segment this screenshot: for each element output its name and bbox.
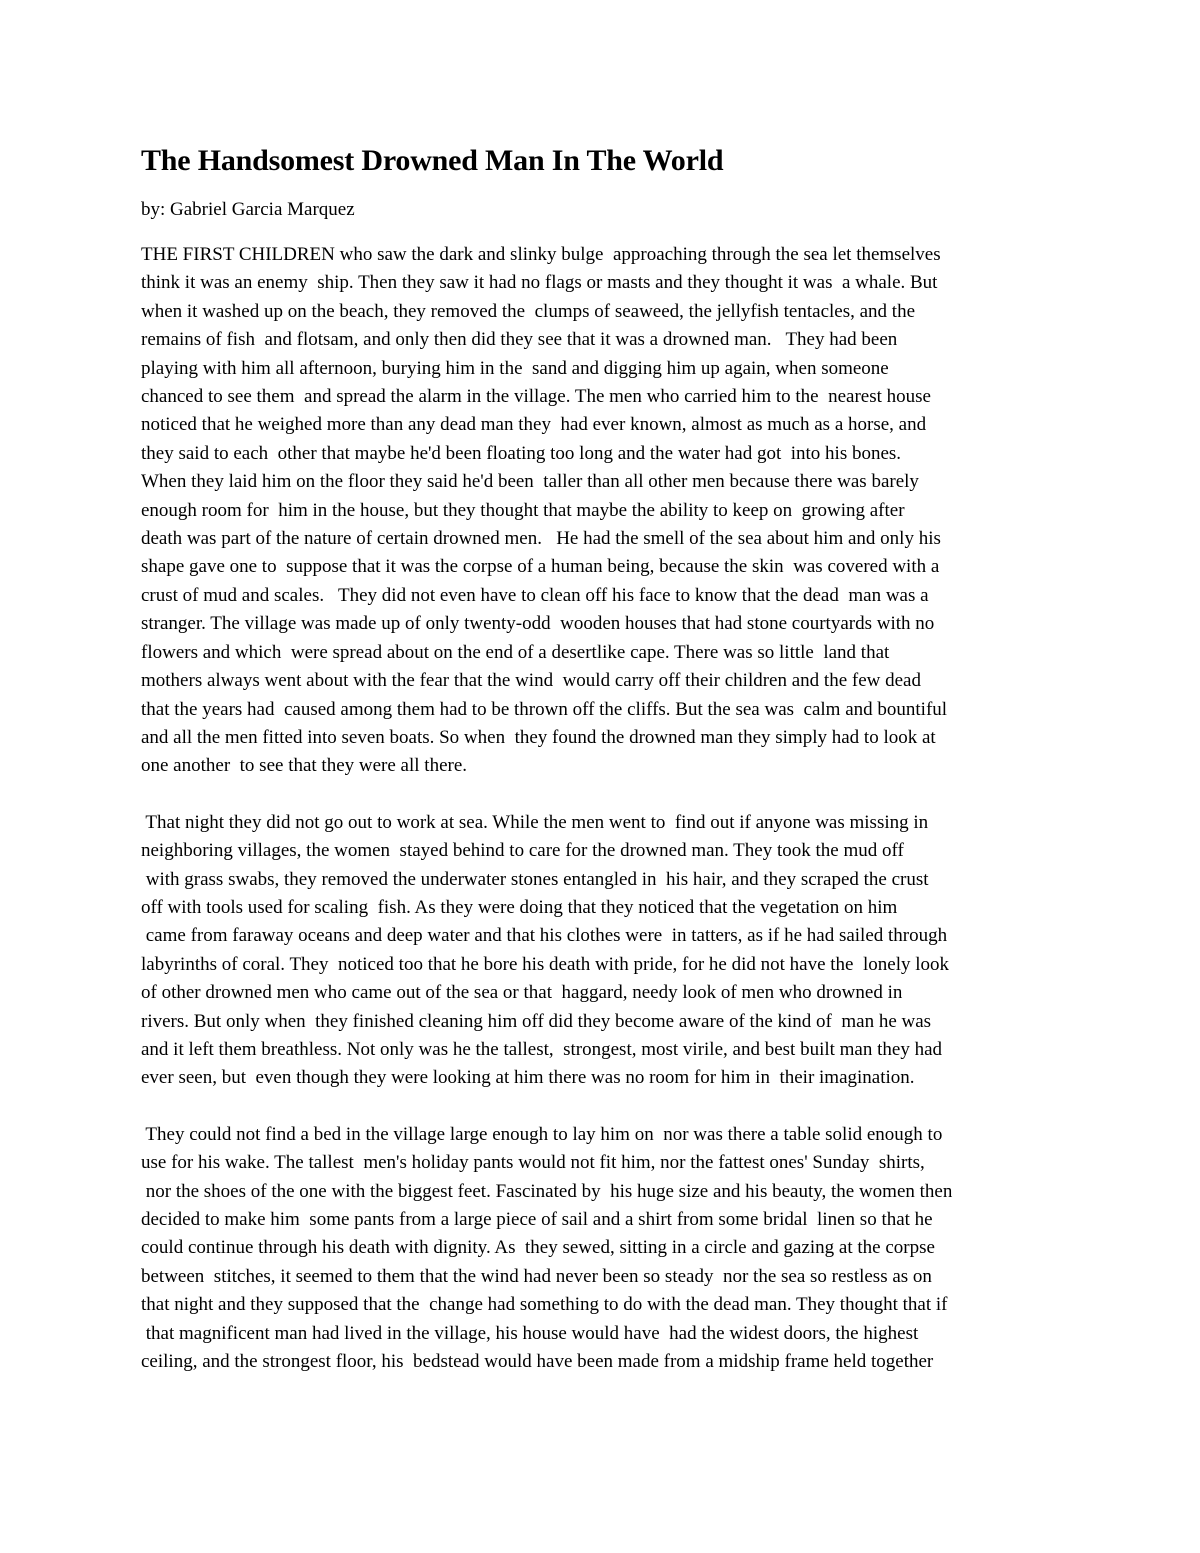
- paragraph-line: that magnificent man had lived in the village, his house would have had the widest doors, the highest: [141, 1322, 919, 1344]
- paragraph-line: decided to make him some pants from a large piece of sail and a shirt from some bridal linen so that he: [141, 1209, 933, 1230]
- paragraph-line: stranger. The village was made up of only twenty-odd wooden houses that had stone courtyards with no: [141, 613, 935, 635]
- paragraph-line: They could not find a bed in the village large enough to lay him on nor was there a table solid enough to: [141, 1123, 943, 1145]
- paragraph-line: ceiling, and the strongest floor, his bedstead would have been made from a midship frame held together: [141, 1351, 934, 1373]
- paragraph-line: chanced to see them and spread the alarm in the village. The men who carried him to the nearest house: [141, 386, 931, 408]
- paragraph-1: [141, 241, 1071, 781]
- paragraph-line: they said to each other that maybe he'd been floating too long and the water had got into his bones.: [141, 442, 902, 464]
- paragraph-2: [141, 809, 1071, 1093]
- paragraph-line: of other drowned men who came out of the sea or that haggard, needy look of men who drowned in: [141, 982, 903, 1004]
- paragraph-line: came from faraway oceans and deep water and that his clothes were in tatters, as if he had sailed through: [141, 925, 948, 947]
- paragraph-line: off with tools used for scaling fish. As they were doing that they noticed that the vegetation on him: [141, 896, 898, 918]
- paragraph-line: labyrinths of coral. They noticed too that he bore his death with pride, for he did not have the lonely look: [141, 953, 950, 975]
- paragraph-line: mothers always went about with the fear that the wind would carry off their children and the few dead: [141, 670, 921, 692]
- paragraph-line: between stitches, it seemed to them that the wind had never been so steady nor the sea so restless as on: [141, 1265, 932, 1287]
- document-title: The Handsomest Drowned Man In The World: [141, 144, 724, 177]
- paragraph-line: one another to see that they were all there.: [141, 755, 468, 777]
- paragraph-line: with grass swabs, they removed the underwater stones entangled in his hair, and they scraped the crust: [141, 868, 929, 890]
- paragraph-line: and it left them breathless. Not only was he the tallest, strongest, most virile, and best built man they had: [141, 1038, 943, 1060]
- paragraph-3: [141, 1121, 1071, 1377]
- paragraph-line: flowers and which were spread about on the end of a desertlike cape. There was so little land that: [141, 641, 890, 663]
- paragraph-line: when it washed up on the beach, they removed the clumps of seaweed, the jellyfish tentacles, and the: [141, 300, 915, 322]
- document-byline: by: Gabriel Garcia Marquez: [141, 199, 355, 220]
- paragraph-line: could continue through his death with dignity. As they sewed, sitting in a circle and gazing at the corpse: [141, 1237, 935, 1259]
- paragraph-line: nor the shoes of the one with the biggest feet. Fascinated by his huge size and his beauty, the women then: [141, 1180, 953, 1202]
- paragraph-line: death was part of the nature of certain drowned men. He had the smell of the sea about him and only his: [141, 528, 941, 550]
- paragraph-line: noticed that he weighed more than any dead man they had ever known, almost as much as a horse, and: [141, 414, 927, 436]
- document-page: [141, 140, 1071, 1376]
- paragraph-line: enough room for him in the house, but they thought that maybe the ability to keep on growing after: [141, 499, 905, 521]
- paragraph-line: think it was an enemy ship. Then they saw it had no flags or masts and they thought it was a whale. But: [141, 272, 938, 294]
- paragraph-line: that the years had caused among them had to be thrown off the cliffs. But the sea was calm and bountiful: [141, 698, 948, 720]
- paragraph-line: When they laid him on the floor they said he'd been taller than all other men because there was barely: [141, 471, 919, 493]
- paragraph-line: THE FIRST CHILDREN who saw the dark and slinky bulge approaching through the sea let themselves: [141, 244, 941, 265]
- paragraph-line: and all the men fitted into seven boats. So when they found the drowned man they simply had to look at: [141, 726, 936, 748]
- paragraph-line: That night they did not go out to work at sea. While the men went to find out if anyone was missing in: [141, 811, 929, 833]
- paragraph-line: neighboring villages, the women stayed behind to care for the drowned man. They took the mud off: [141, 840, 904, 862]
- paragraph-line: that night and they supposed that the change had something to do with the dead man. They thought that if: [141, 1294, 948, 1316]
- paragraph-line: shape gave one to suppose that it was the corpse of a human being, because the skin was covered with a: [141, 556, 940, 578]
- paragraph-line: remains of fish and flotsam, and only then did they see that it was a drowned man. They had been: [141, 329, 898, 351]
- paragraph-line: playing with him all afternoon, burying him in the sand and digging him up again, when someone: [141, 357, 889, 379]
- paragraph-line: crust of mud and scales. They did not even have to clean off his face to know that the dead man was a: [141, 584, 929, 606]
- paragraph-line: use for his wake. The tallest men's holiday pants would not fit him, nor the fattest ones' Sunday shirts,: [141, 1152, 925, 1174]
- paragraph-line: rivers. But only when they finished cleaning him off did they become aware of the kind of man he was: [141, 1010, 932, 1032]
- paragraph-line: ever seen, but even though they were looking at him there was no room for him in their imagination.: [141, 1067, 915, 1089]
